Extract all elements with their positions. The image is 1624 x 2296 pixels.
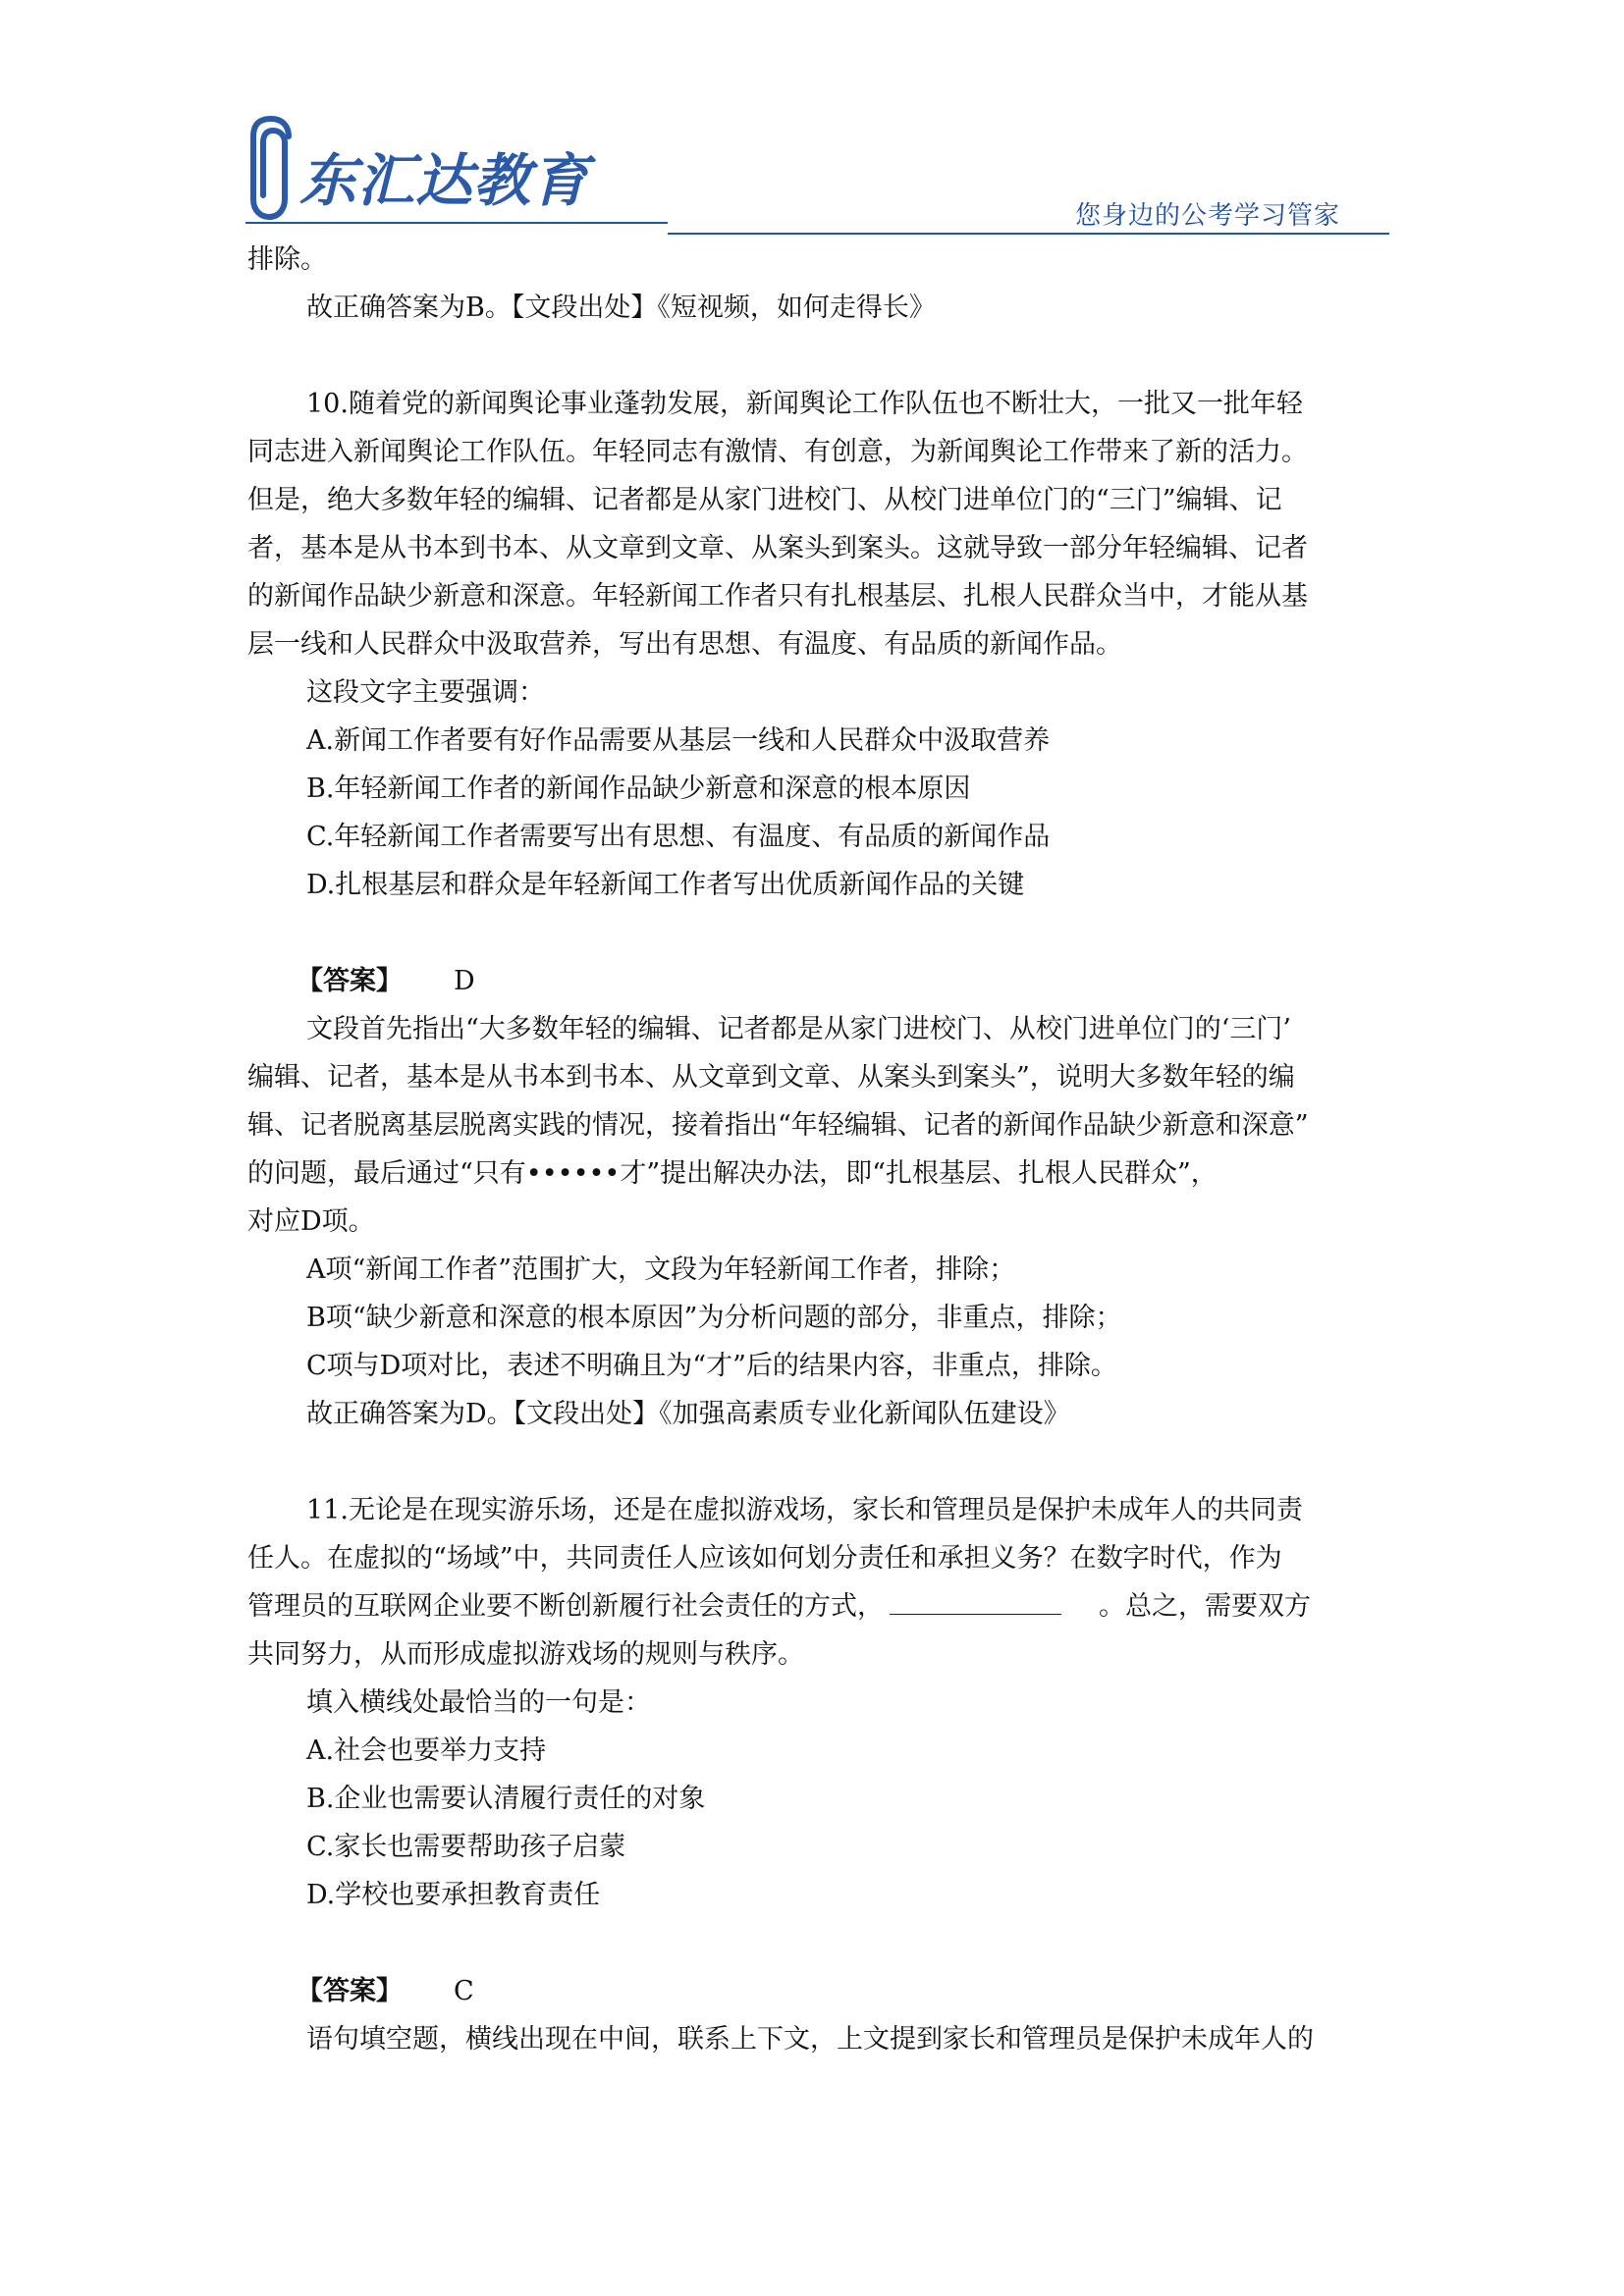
q10-stem-line: 者，基本是从书本到书本、从文章到文章、从案头到案头。这就导致一部分年轻编辑、记者 (247, 533, 1308, 563)
logo (245, 113, 668, 226)
q10-analysis-line: 编辑、记者，基本是从书本到书本、从文章到文章、从案头到案头”，说明大多数年轻的编 (247, 1062, 1295, 1093)
q10-analysis-line: 对应D项。 (247, 1206, 375, 1237)
q11-option-c: C.家长也需要帮助孩子启蒙 (306, 1832, 626, 1862)
q11-question: 填入横线处最恰当的一句是： (306, 1687, 651, 1718)
answer-label: 【答案】 (297, 966, 403, 996)
logo-underline (245, 222, 668, 224)
q10-analysis-option: A项“新闻工作者”范围扩大，文段为年轻新闻工作者，排除； (306, 1255, 1016, 1285)
q10-analysis-option: B项“缺少新意和深意的根本原因”为分析问题的部分，非重点，排除； (306, 1303, 1122, 1333)
q10-analysis-option: C项与D项对比，表述不明确且为“才”后的结果内容，非重点，排除。 (306, 1351, 1117, 1381)
document-body (247, 236, 1388, 2063)
q11-stem-line (247, 1582, 1388, 1630)
q10-analysis-line: 的问题，最后通过“只有••••••才”提出解决办法，即“扎根基层、扎根人民群众”， (247, 1158, 1218, 1189)
answer-value: C (454, 1976, 474, 2006)
q10-option-c: C.年轻新闻工作者需要写出有思想、有温度、有品质的新闻作品 (306, 822, 1051, 852)
q9-conclusion: 故正确答案为B。【文段出处】《短视频，如何走得长》 (306, 293, 936, 323)
q11-option-a: A.社会也要举力支持 (306, 1735, 547, 1766)
q10-option-b: B.年轻新闻工作者的新闻作品缺少新意和深意的根本原因 (306, 774, 971, 804)
q11-option-d: D.学校也要承担教育责任 (306, 1880, 601, 1910)
q11-stem-after-blank: 。总之，需要双方 (1099, 1591, 1311, 1622)
page-header (245, 113, 1389, 239)
answer-value: D (454, 966, 475, 996)
answer-label: 【答案】 (297, 1976, 403, 2006)
q10-stem-line: 但是，绝大多数年轻的编辑、记者都是从家门进校门、从校门进单位门的“三门”编辑、记 (247, 485, 1282, 515)
q11-analysis-line: 语句填空题，横线出现在中间，联系上下文，上文提到家长和管理员是保护未成年人的 (306, 2024, 1314, 2055)
q10-conclusion: 故正确答案为D。【文段出处】《加强高素质专业化新闻队伍建设》 (306, 1399, 1070, 1429)
q10-answer (247, 957, 1388, 1005)
q11-stem-before-blank: 管理员的互联网企业要不断创新履行社会责任的方式， (247, 1591, 884, 1622)
header-tagline: 您身边的公考学习管家 (1074, 201, 1340, 231)
q10-stem-line: 同志进入新闻舆论工作队伍。年轻同志有激情、有创意，为新闻舆论工作带来了新的活力。 (247, 437, 1308, 467)
paperclip-icon (245, 113, 297, 223)
q11-answer (247, 1967, 1388, 2015)
q10-option-d: D.扎根基层和群众是年轻新闻工作者写出优质新闻作品的关键 (306, 870, 1025, 900)
q10-option-a: A.新闻工作者要有好作品需要从基层一线和人民群众中汲取营养 (306, 725, 1051, 756)
q9-tail-line: 排除。 (247, 244, 327, 275)
q11-stem-line: 任人。在虚拟的“场域”中，共同责任人应该如何划分责任和承担义务？在数字时代，作为 (247, 1543, 1282, 1574)
q10-stem-line: 的新闻作品缺少新意和深意。年轻新闻工作者只有扎根基层、扎根人民群众当中，才能从基 (247, 581, 1308, 612)
logo-text: 东汇达教育 (299, 147, 590, 214)
header-rule (668, 233, 1389, 235)
q11-stem-line: 11.无论是在现实游乐场，还是在虚拟游戏场，家长和管理员是保护未成年人的共同责 (306, 1495, 1303, 1525)
q10-analysis-line: 辑、记者脱离基层脱离实践的情况，接着指出“年轻编辑、记者的新闻作品缺少新意和深意” (247, 1110, 1309, 1141)
q10-analysis-line: 文段首先指出“大多数年轻的编辑、记者都是从家门进校门、从校门进单位门的‘三门’ (306, 1014, 1291, 1044)
q10-stem-line: 层一线和人民群众中汲取营养，写出有思想、有温度、有品质的新闻作品。 (247, 629, 1122, 660)
q11-option-b: B.企业也需要认清履行责任的对象 (306, 1784, 706, 1814)
q11-stem-line: 共同努力，从而形成虚拟游戏场的规则与秩序。 (247, 1639, 804, 1670)
fill-in-blank (890, 1590, 1061, 1615)
q10-question: 这段文字主要强调： (306, 677, 545, 708)
q10-stem-line: 10.随着党的新闻舆论事业蓬勃发展，新闻舆论工作队伍也不断壮大，一批又一批年轻 (306, 389, 1303, 419)
